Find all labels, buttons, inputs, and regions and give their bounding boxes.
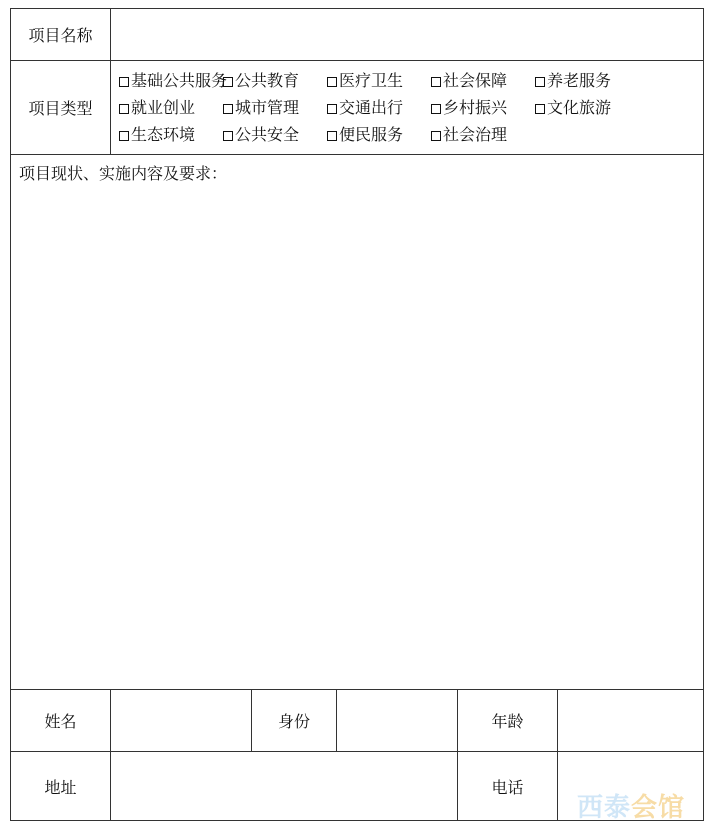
type-option[interactable]: 公共教育 — [223, 67, 327, 94]
checkbox-icon[interactable] — [327, 77, 337, 87]
checkbox-icon[interactable] — [327, 104, 337, 114]
project-name-label: 项目名称 — [11, 9, 111, 61]
identity-label: 身份 — [252, 690, 337, 752]
checkbox-icon[interactable] — [535, 77, 545, 87]
checkbox-icon[interactable] — [119, 77, 129, 87]
type-option[interactable]: 交通出行 — [327, 94, 431, 121]
checkbox-icon[interactable] — [223, 77, 233, 87]
type-option[interactable]: 公共安全 — [223, 121, 327, 148]
checkbox-icon[interactable] — [431, 77, 441, 87]
checkbox-icon[interactable] — [431, 131, 441, 141]
watermark-logo: 西泰会馆 — [577, 793, 686, 823]
address-field[interactable] — [111, 752, 458, 821]
checkbox-icon[interactable] — [327, 131, 337, 141]
type-option[interactable]: 城市管理 — [223, 94, 327, 121]
type-option[interactable]: 社会保障 — [431, 67, 535, 94]
checkbox-icon[interactable] — [223, 131, 233, 141]
age-field[interactable] — [558, 690, 704, 752]
type-option[interactable]: 便民服务 — [327, 121, 431, 148]
identity-field[interactable] — [337, 690, 458, 752]
project-content-label: 项目现状、实施内容及要求： — [19, 164, 228, 183]
type-option[interactable]: 养老服务 — [535, 67, 639, 94]
type-option[interactable]: 社会治理 — [431, 121, 535, 148]
checkbox-icon[interactable] — [119, 131, 129, 141]
project-type-options — [111, 61, 704, 155]
type-option[interactable]: 基础公共服务 — [119, 67, 223, 94]
type-option[interactable]: 就业创业 — [119, 94, 223, 121]
name-field[interactable] — [111, 690, 252, 752]
checkbox-icon[interactable] — [119, 104, 129, 114]
age-label: 年龄 — [458, 690, 558, 752]
address-label: 地址 — [11, 752, 111, 821]
type-option[interactable]: 乡村振兴 — [431, 94, 535, 121]
type-option[interactable]: 文化旅游 — [535, 94, 639, 121]
project-name-field[interactable] — [111, 9, 704, 61]
type-option[interactable]: 生态环境 — [119, 121, 223, 148]
checkbox-icon[interactable] — [223, 104, 233, 114]
type-option[interactable]: 医疗卫生 — [327, 67, 431, 94]
name-label: 姓名 — [11, 690, 111, 752]
phone-label: 电话 — [458, 752, 558, 821]
project-form — [10, 8, 704, 821]
project-type-label: 项目类型 — [11, 61, 111, 155]
project-content-field[interactable] — [11, 155, 704, 690]
checkbox-icon[interactable] — [431, 104, 441, 114]
checkbox-icon[interactable] — [535, 104, 545, 114]
